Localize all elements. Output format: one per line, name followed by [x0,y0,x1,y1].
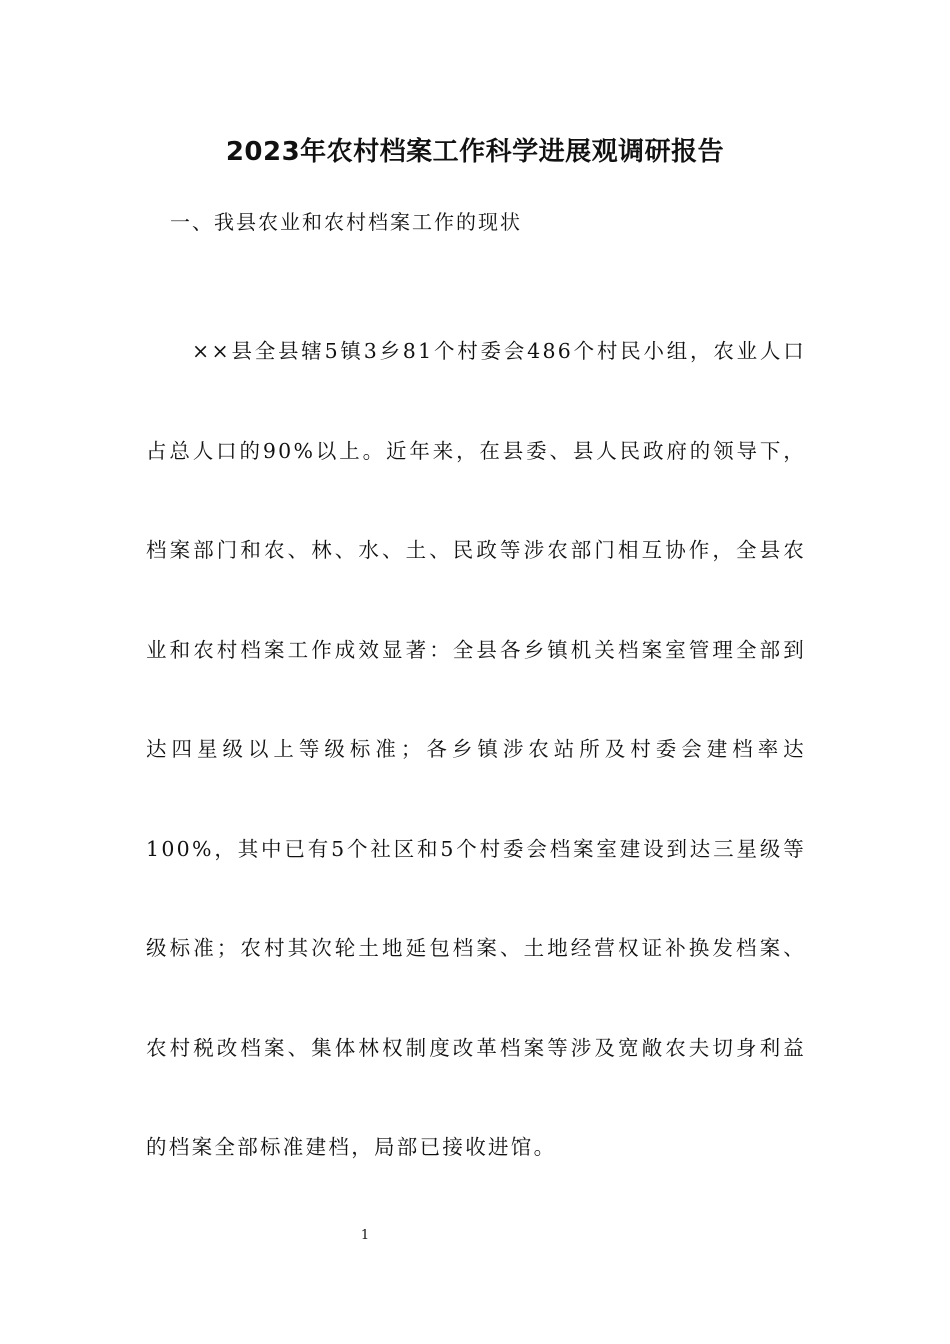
body-paragraph: ××县全县辖5镇3乡81个村委会486个村民小组，农业人口占总人口的90%以上。近年来，在县委、县人民政府的领导下，档案部门和农、林、水、土、民政等涉农部门相互协作，全县农业和农村档案工作成效显著：全县各乡镇机关档案室管理全部到达四星级以上等级标准；各乡镇涉农站所及村委会建档率达100%，其中已有5个社区和5个村委会档案室建设到达三星级等级标准；农村其次轮土地延包档案、土地经营权证补换发档案、农村税改档案、集体林权制度改革档案等涉及宽敞农夫切身利益的档案全部标准建档，局部已接收进馆。 [146,339,806,1159]
document-title: 2023年农村档案工作科学进展观调研报告 [225,137,725,167]
page-number: 1 [360,1228,370,1243]
section-heading: 一、我县农业和农村档案工作的现状 [170,210,522,234]
